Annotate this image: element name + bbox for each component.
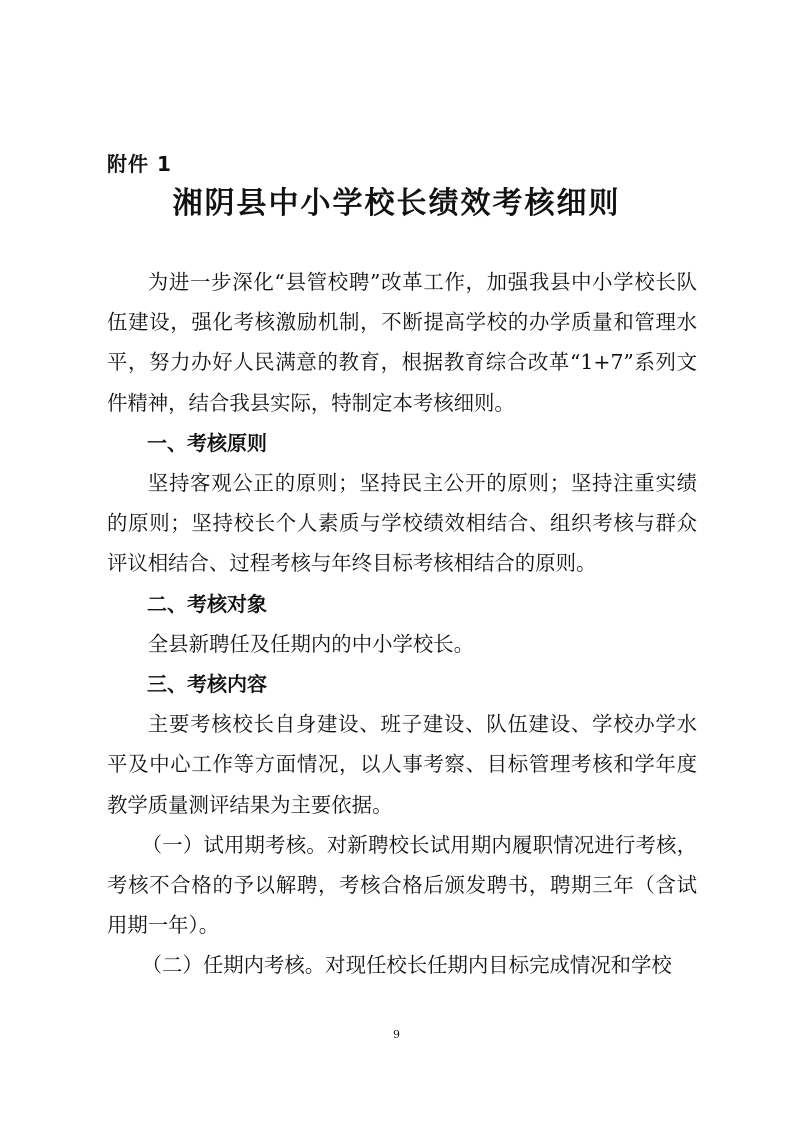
intro-paragraph: 为进一步深化“县管校聘”改革工作，加强我县中小学校长队伍建设，强化考核激励机制，不断提高学校的办学质量和管理水平，努力办好人民满意的教育，根据教育综合改革“1+7”系列文件精神，结合我县实际，特制定本考核细则。	[107, 270, 697, 415]
attachment-label: 附件 1	[107, 152, 172, 176]
subsection-term: （二）任期内考核。对现任校长任期内目标完成情况和学校	[141, 953, 672, 978]
page-number: 9	[393, 1028, 400, 1041]
subsection-probation: （一）试用期考核。对新聘校长试用期内履职情况进行考核，考核不合格的予以解聘，考核合格后颁发聘书，聘期三年（含试用期一年）。	[107, 832, 697, 938]
section-text-principles: 坚持客观公正的原则；坚持民主公开的原则；坚持注重实绩的原则；坚持校长个人素质与学校绩效相结合、组织考核与群众评议相结合、过程考核与年终目标考核相结合的原则。	[107, 471, 697, 576]
section-heading-principles: 一、考核原则	[147, 430, 267, 455]
section-heading-content: 三、考核内容	[147, 672, 267, 697]
document-title: 湘阴县中小学校长绩效考核细则	[172, 186, 621, 221]
document-body	[107, 262, 697, 986]
section-text-targets: 全县新聘任及任期内的中小学校长。	[147, 631, 475, 656]
section-heading-targets: 二、考核对象	[147, 591, 267, 616]
section-text-content: 主要考核校长自身建设、班子建设、队伍建设、学校办学水平及中心工作等方面情况，以人事考察、目标管理考核和学年度教学质量测评结果为主要依据。	[107, 712, 697, 817]
